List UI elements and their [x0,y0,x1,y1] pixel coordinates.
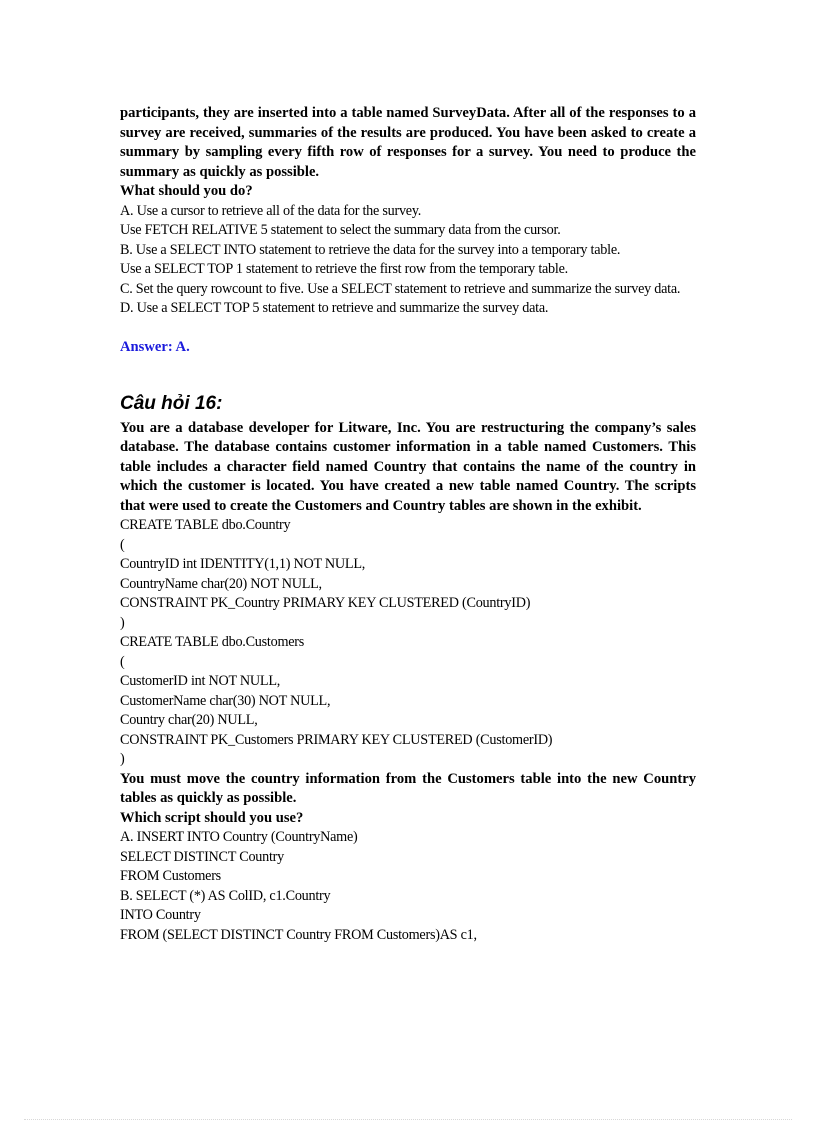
document-page [120,104,696,945]
code-line: Country char(20) NULL, [120,712,258,728]
q16-option: FROM (SELECT DISTINCT Country FROM Customers)AS c1, [120,926,477,943]
q15-options [120,202,696,319]
q16-heading: Câu hỏi 16: [120,392,223,414]
code-line: CountryName char(20) NOT NULL, [120,575,322,592]
q16-question: Which script should you use? [120,809,304,826]
q16-option: B. SELECT (*) AS ColID, c1.Country [120,887,331,904]
code-line: CREATE TABLE dbo.Customers [120,634,305,650]
code-line: CONSTRAINT PK_Customers PRIMARY KEY CLUSTERED (CustomerID) [120,731,553,748]
q15-option: A. Use a cursor to retrieve all of the data for the survey. [120,202,422,219]
q16-stem-continued: You must move the country information from the Customers table into the new Country tables as quickly as possible. [120,770,696,806]
page-bottom-divider [24,1119,792,1120]
q15-option: C. Set the query rowcount to five. Use a SELECT statement to retrieve and summarize the survey data. [120,280,681,297]
code-line: CustomerID int NOT NULL, [120,673,281,689]
code-line: ( [120,653,125,670]
code-line: CREATE TABLE dbo.Country [120,517,291,533]
q15-question: What should you do? [120,183,253,199]
q15-option: D. Use a SELECT TOP 5 statement to retrieve and summarize the survey data. [120,300,549,316]
q15-stem: participants, they are inserted into a table named SurveyData. After all of the responses to a survey are received, summaries of the results are produced. You have been asked to create a summary by sampling every fifth row of responses for a survey. You need to produce the summary as quickly as possible. [120,105,696,180]
code-line: ) [120,751,125,767]
code-line: CustomerName char(30) NOT NULL, [120,692,331,709]
code-line: ) [120,614,125,631]
q16-option: FROM Customers [120,868,221,884]
q16-option: INTO Country [120,907,201,923]
q15-option: B. Use a SELECT INTO statement to retrieve the data for the survey into a temporary table. [120,241,621,258]
q16-option: A. INSERT INTO Country (CountryName) [120,829,358,845]
code-line: CountryID int IDENTITY(1,1) NOT NULL, [120,556,366,572]
q16-option: SELECT DISTINCT Country [120,848,284,865]
q16-options [120,828,696,945]
code-line: ( [120,536,125,553]
q15-option: Use FETCH RELATIVE 5 statement to select the summary data from the cursor. [120,222,561,238]
q15-answer: Answer: A. [120,339,190,355]
q16-stem: You are a database developer for Litware, Inc. You are restructuring the company’s sales database. The database contains customer information in a table named Customers. This table includes a character field named Country that contains the name of the country in which the customer is located. You have created a new table named Country. The scripts that were used to create the Customers and Country tables are shown in the exhibit. [120,419,696,514]
q16-code-exhibit [120,516,696,770]
q15-option: Use a SELECT TOP 1 statement to retrieve the first row from the temporary table. [120,261,568,277]
code-line: CONSTRAINT PK_Country PRIMARY KEY CLUSTERED (CountryID) [120,595,531,611]
